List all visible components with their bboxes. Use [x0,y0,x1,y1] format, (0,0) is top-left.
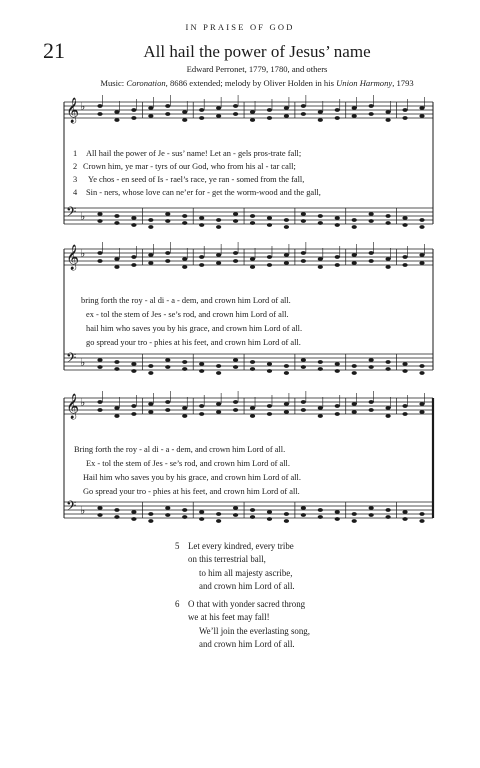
note-head [402,517,407,521]
music-description: , 8686 extended; melody by Oliver Holden in his [165,78,337,88]
note-head [386,508,391,512]
note-head [301,358,306,362]
note-head [284,218,289,222]
note-head [233,358,238,362]
note-head [402,369,407,373]
note-head [267,369,272,373]
note-head [97,365,102,369]
music-prefix: Music: [100,78,127,88]
note-head [199,510,204,514]
note-head [97,112,102,116]
note-head [301,219,306,223]
note-head [284,402,289,406]
note-head [131,255,136,259]
note-head [267,108,272,112]
note-head [335,108,340,112]
note-head [165,212,170,216]
note-head [131,116,136,120]
note-head [97,506,102,510]
note-head [114,221,119,225]
lyric-line: Go spread your tro - phies at his feet, and crown him Lord of all. [83,487,300,496]
note-head [165,219,170,223]
lyric-line: Sin - ners, whose love can ne’er for - get the worm-wood and the gall, [86,188,321,197]
note-head [352,512,357,516]
note-head [419,114,424,118]
verse-line: and crown him Lord of all. [199,581,295,592]
note-head [216,106,221,110]
note-head [284,261,289,265]
note-head [402,510,407,514]
note-head [199,116,204,120]
note-head [352,364,357,368]
note-head [165,251,170,255]
note-head [402,362,407,366]
note-head [267,223,272,227]
verse-number: 1 [73,149,78,158]
note-head [216,402,221,406]
note-head [182,367,187,371]
note-head [335,223,340,227]
note-head [131,412,136,416]
verse-number: 2 [73,162,78,171]
note-head [131,216,136,220]
note-head [97,259,102,263]
note-head [165,408,170,412]
note-head [284,410,289,414]
note-head [233,400,238,404]
lyric-line: All hail the power of Je - sus’ name! Let an - gels pros-trate fall; [86,149,302,158]
note-head [131,404,136,408]
extra-verse [175,598,310,652]
note-head [250,257,255,261]
flat-key-signature: ♭ [80,100,86,113]
note-head [148,218,153,222]
bass-clef: 𝄢 [66,204,77,223]
verse-number: 6 [175,599,180,609]
note-head [250,515,255,519]
note-head [267,517,272,521]
note-head [301,251,306,255]
note-head [165,112,170,116]
note-head [301,212,306,216]
note-head [250,265,255,269]
note-head [267,412,272,416]
lyric-line: Hail him who saves you by his grace, and crown him Lord of all. [83,473,301,482]
note-head [199,255,204,259]
note-head [233,259,238,263]
note-head [148,114,153,118]
treble-clef: 𝄞 [66,98,80,123]
note-head [352,114,357,118]
note-head [402,216,407,220]
note-head [386,110,391,114]
note-head [352,106,357,110]
note-head [352,253,357,257]
note-head [419,519,424,523]
verse-line: to him all majesty ascribe, [199,567,293,578]
note-head [318,406,323,410]
note-head [182,214,187,218]
note-head [97,400,102,404]
note-head [165,513,170,517]
note-head [250,367,255,371]
note-head [216,114,221,118]
note-head [250,508,255,512]
note-head [233,212,238,216]
note-head [216,218,221,222]
lyric-line: bring forth the roy - al di - a - dem, and crown him Lord of all. [81,296,291,305]
verse-number: 3 [73,175,78,184]
note-head [97,212,102,216]
flat-key-signature: ♭ [80,356,86,369]
note-head [182,515,187,519]
note-head [352,519,357,523]
note-head [114,265,119,269]
note-head [386,118,391,122]
note-head [369,219,374,223]
note-head [386,221,391,225]
note-head [284,253,289,257]
note-head [402,263,407,267]
note-head [386,406,391,410]
note-head [199,263,204,267]
verse-line: Let every kindred, every tribe [188,541,294,551]
note-head [301,104,306,108]
note-head [114,414,119,418]
lyric-line: Ex - tol the stem of Jes - se’s rod, and crown him Lord of all. [86,459,290,468]
note-head [165,400,170,404]
note-head [131,510,136,514]
note-head [318,118,323,122]
note-head [131,517,136,521]
note-head [301,513,306,517]
verse-line: We’ll join the everlasting song, [199,625,310,636]
note-head [369,112,374,116]
note-head [369,212,374,216]
note-head [97,513,102,517]
note-head [335,412,340,416]
note-head [419,218,424,222]
note-head [369,259,374,263]
bass-clef: 𝄢 [66,498,77,517]
note-head [419,106,424,110]
note-head [419,410,424,414]
note-head [97,408,102,412]
note-head [386,214,391,218]
flat-key-signature: ♭ [80,210,86,223]
note-head [199,517,204,521]
note-head [284,364,289,368]
note-head [419,364,424,368]
note-head [131,263,136,267]
note-head [318,367,323,371]
note-head [250,414,255,418]
verse-number: 5 [175,541,180,551]
note-head [318,221,323,225]
note-head [386,257,391,261]
note-head [216,225,221,229]
note-head [148,410,153,414]
note-head [352,371,357,375]
note-head [233,219,238,223]
note-head [199,369,204,373]
note-head [318,515,323,519]
note-head [284,114,289,118]
note-head [233,112,238,116]
note-head [284,225,289,229]
note-head [301,259,306,263]
note-head [131,362,136,366]
note-head [318,257,323,261]
note-head [182,257,187,261]
note-head [352,410,357,414]
lyric-line: Ye chos - en seed of Is - rael’s race, ye ran - somed from the fall, [88,175,305,184]
note-head [148,253,153,257]
note-head [386,515,391,519]
note-head [318,508,323,512]
note-head [114,257,119,261]
lyric-line: hail him who saves you by his grace, and crown him Lord of all. [86,324,303,333]
note-head [97,219,102,223]
note-head [419,253,424,257]
note-head [165,358,170,362]
note-head [165,104,170,108]
verse-line: O that with yonder sacred throng [188,599,306,609]
note-head [301,400,306,404]
note-head [148,371,153,375]
note-head [148,512,153,516]
treble-clef: 𝄞 [66,245,80,270]
note-head [318,265,323,269]
extra-verse [175,540,295,594]
note-head [267,116,272,120]
note-head [250,118,255,122]
note-head [216,371,221,375]
note-head [114,367,119,371]
note-head [250,214,255,218]
note-head [335,369,340,373]
note-head [233,251,238,255]
note-head [114,110,119,114]
note-head [369,365,374,369]
note-head [386,367,391,371]
note-head [97,251,102,255]
note-head [182,360,187,364]
note-head [131,369,136,373]
note-head [386,360,391,364]
note-head [386,414,391,418]
note-head [318,360,323,364]
note-head [402,223,407,227]
note-head [301,506,306,510]
note-head [402,116,407,120]
note-head [369,400,374,404]
note-head [369,513,374,517]
note-head [114,515,119,519]
note-head [182,508,187,512]
hymn-number: 21 [43,38,65,63]
lyric-line: ex - tol the stem of Jes - se’s rod, and crown him Lord of all. [86,310,289,319]
note-head [267,362,272,366]
note-head [97,104,102,108]
note-head [250,406,255,410]
note-head [250,360,255,364]
note-head [148,261,153,265]
note-head [267,255,272,259]
lyric-line: go spread your tro - phies at his feet, and crown him Lord of all. [86,338,301,347]
section-heading: IN PRAISE OF GOD [185,22,295,32]
note-head [402,255,407,259]
author-credit: Edward Perronet, 1779, 1780, and others [186,64,328,74]
note-head [267,404,272,408]
note-head [267,216,272,220]
note-head [199,404,204,408]
note-head [284,106,289,110]
note-head [182,221,187,225]
note-head [131,108,136,112]
note-head [131,223,136,227]
note-head [419,261,424,265]
note-head [284,371,289,375]
note-head [250,221,255,225]
music-year: , 1793 [392,78,414,88]
note-head [386,265,391,269]
note-head [182,118,187,122]
note-head [114,508,119,512]
note-head [301,408,306,412]
note-head [335,404,340,408]
note-head [233,506,238,510]
note-head [369,251,374,255]
note-head [148,364,153,368]
note-head [284,519,289,523]
note-head [402,404,407,408]
note-head [165,506,170,510]
note-head [335,362,340,366]
note-head [250,110,255,114]
note-head [318,214,323,218]
note-head [402,412,407,416]
note-head [216,261,221,265]
note-head [284,512,289,516]
note-head [318,110,323,114]
note-head [335,517,340,521]
verse-number: 4 [73,188,78,197]
note-head [233,365,238,369]
note-head [352,218,357,222]
verse-line: we at his feet may fall! [188,612,270,623]
note-head [335,255,340,259]
tune-name: Coronation [126,78,166,88]
note-head [148,225,153,229]
note-head [369,506,374,510]
note-head [199,108,204,112]
note-head [216,519,221,523]
note-head [402,108,407,112]
flat-key-signature: ♭ [80,247,86,260]
note-head [114,118,119,122]
note-head [148,402,153,406]
verse-line: on this terrestrial ball, [188,554,266,565]
note-head [216,253,221,257]
note-head [419,402,424,406]
note-head [267,263,272,267]
note-head [419,225,424,229]
note-head [148,106,153,110]
note-head [419,371,424,375]
note-head [301,112,306,116]
note-head [335,216,340,220]
note-head [216,364,221,368]
note-head [216,512,221,516]
source-title: Union Harmony [336,78,393,88]
note-head [335,510,340,514]
note-head [199,362,204,366]
note-head [148,519,153,523]
note-head [165,259,170,263]
note-head [199,223,204,227]
treble-clef: 𝄞 [66,394,80,419]
note-head [335,263,340,267]
lyric-line: Crown him, ye mar - tyrs of our God, who from his al - tar call; [83,162,296,171]
note-head [301,365,306,369]
bass-clef: 𝄢 [66,350,77,369]
note-head [233,513,238,517]
note-head [216,410,221,414]
note-head [352,225,357,229]
note-head [419,512,424,516]
hymn-title: All hail the power of Jesus’ name [143,42,371,61]
note-head [233,104,238,108]
note-head [233,408,238,412]
note-head [369,104,374,108]
note-head [114,406,119,410]
note-head [267,510,272,514]
note-head [335,116,340,120]
note-head [369,358,374,362]
note-head [182,265,187,269]
note-head [352,402,357,406]
note-head [182,406,187,410]
note-head [318,414,323,418]
note-head [182,110,187,114]
note-head [199,412,204,416]
note-head [352,261,357,265]
note-head [182,414,187,418]
note-head [369,408,374,412]
note-head [199,216,204,220]
note-head [97,358,102,362]
note-head [114,214,119,218]
flat-key-signature: ♭ [80,396,86,409]
verse-line: and crown him Lord of all. [199,639,295,650]
flat-key-signature: ♭ [80,504,86,517]
note-head [114,360,119,364]
lyric-line: Bring forth the roy - al di - a - dem, and crown him Lord of all. [74,445,286,454]
note-head [165,365,170,369]
